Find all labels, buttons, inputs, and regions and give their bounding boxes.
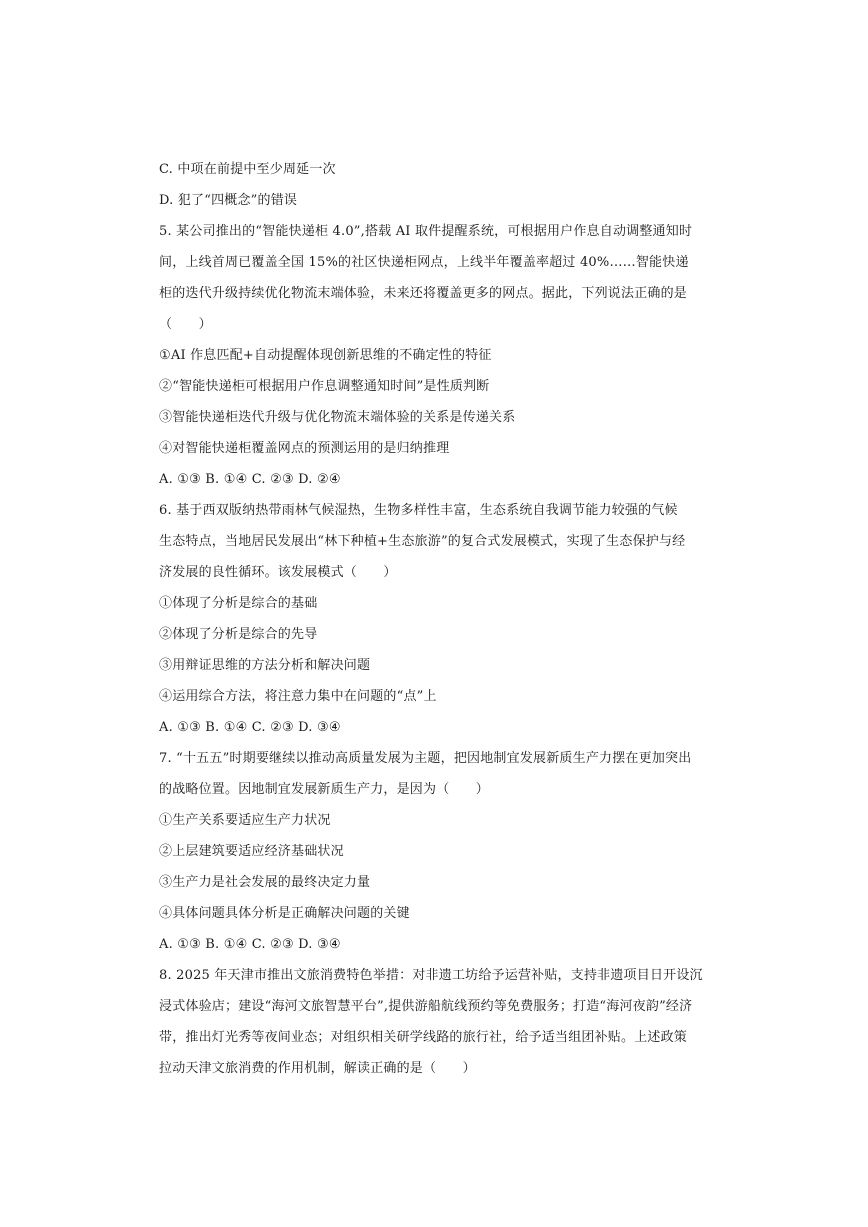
question-7-statement-4: ④具体问题具体分析是正确解决问题的关键: [159, 906, 410, 921]
question-6-statement-2: ②体现了分析是综合的先导: [159, 627, 318, 642]
question-5-bracket: （ ）: [159, 317, 212, 332]
question-7-statement-2: ②上层建筑要适应经济基础状况: [159, 844, 344, 859]
question-5-line-3: 柜的迭代升级持续优化物流末端体验，未来还将覆盖更多的网点。据此，下列说法正确的是: [159, 286, 688, 301]
question-7-options: A. ①③ B. ①④ C. ②③ D. ③④: [159, 937, 341, 952]
question-6-options: A. ①③ B. ①④ C. ②③ D. ③④: [159, 720, 341, 735]
question-6-statement-1: ①体现了分析是综合的基础: [159, 596, 318, 611]
question-5-statement-3: ③智能快递柜迭代升级与优化物流末端体验的关系是传递关系: [159, 410, 516, 425]
question-5-statement-1: ①AI 作息匹配+自动提醒体现创新思维的不确定性的特征: [159, 348, 492, 363]
question-5-statement-4: ④对智能快递柜覆盖网点的预测运用的是归纳推理: [159, 441, 450, 456]
question-7-statement-1: ①生产关系要适应生产力状况: [159, 813, 331, 828]
question-6-statement-3: ③用辩证思维的方法分析和解决问题: [159, 658, 371, 673]
question-6-line-2: 生态特点，当地居民发展出“林下种植+生态旅游”的复合式发展模式，实现了生态保护与经: [159, 534, 686, 549]
question-8-line-2: 浸式体验店；建设“海河文旅智慧平台”,提供游船航线预约等免费服务；打造“海河夜韵”经济: [159, 999, 693, 1014]
question-8-line-3: 带，推出灯光秀等夜间业态；对组织相关研学线路的旅行社，给予适当组团补贴。上述政策: [159, 1030, 688, 1045]
question-7-statement-3: ③生产力是社会发展的最终决定力量: [159, 875, 371, 890]
question-6-line-3: 济发展的良性循环。该发展模式（ ）: [159, 565, 397, 580]
question-8-line-4: 拉动天津文旅消费的作用机制，解读正确的是（ ）: [159, 1061, 476, 1076]
question-5-options: A. ①③ B. ①④ C. ②③ D. ②④: [159, 472, 341, 487]
question-7-line-2: 的战略位置。因地制宜发展新质生产力，是因为（ ）: [159, 782, 490, 797]
question-5-line-1: 5. 某公司推出的“智能快递柜 4.0”,搭载 AI 取件提醒系统，可根据用户作息自动调整通知时: [159, 224, 693, 239]
question-7-line-1: 7. “十五五”时期要继续以推动高质量发展为主题，把因地制宜发展新质生产力摆在更加突出: [159, 751, 692, 766]
option-d-line: D. 犯了“四概念”的错误: [159, 193, 298, 208]
question-6-statement-4: ④运用综合方法，将注意力集中在问题的“点”上: [159, 689, 437, 704]
question-8-line-1: 8. 2025 年天津市推出文旅消费特色举措：对非遗工坊给予运营补贴，支持非遗项目日开设沉: [159, 968, 703, 983]
question-5-statement-2: ②“智能快递柜可根据用户作息调整通知时间”是性质判断: [159, 379, 490, 394]
option-c-line: C. 中项在前提中至少周延一次: [159, 162, 336, 177]
question-6-line-1: 6. 基于西双版纳热带雨林气候湿热，生物多样性丰富，生态系统自我调节能力较强的气候: [159, 503, 678, 518]
question-5-line-2: 间，上线首周已覆盖全国 15%的社区快递柜网点，上线半年覆盖率超过 40%……智能快递: [159, 255, 689, 270]
